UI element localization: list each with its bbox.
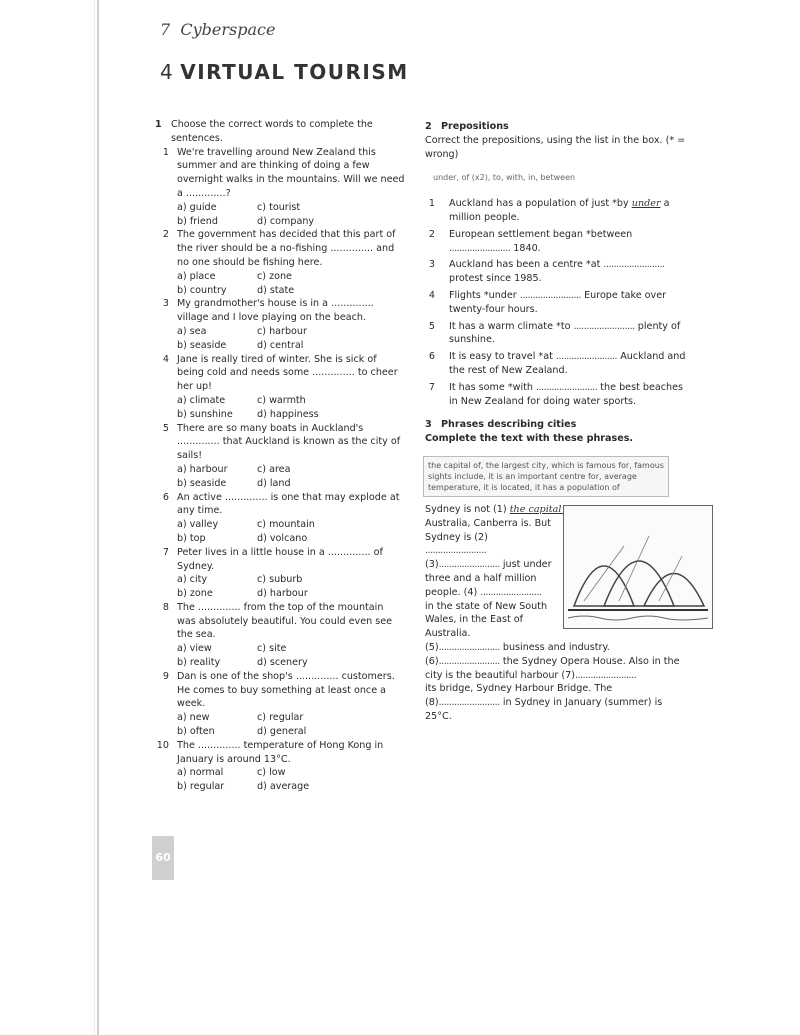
option-b[interactable]: b) seaside xyxy=(177,477,227,489)
exercise-1 xyxy=(155,118,405,794)
option-b[interactable]: b) top xyxy=(177,532,206,544)
exercise-3 xyxy=(425,418,690,723)
option-d[interactable]: d) land xyxy=(257,477,291,489)
option-b[interactable]: b) reality xyxy=(177,657,221,669)
preposition-item xyxy=(425,320,690,348)
item-number: 1 xyxy=(428,198,435,210)
answer-blank[interactable]: ........................ xyxy=(603,259,665,271)
question-item xyxy=(155,297,405,352)
option-b[interactable]: b) zone xyxy=(177,588,213,600)
question-item xyxy=(155,739,405,794)
page-number: 60 xyxy=(152,836,174,880)
binding-line xyxy=(97,0,99,1035)
opera-house-illustration xyxy=(563,505,713,629)
item-number: 7 xyxy=(428,381,435,393)
answer-options xyxy=(177,711,405,739)
question-item xyxy=(155,670,405,739)
preposition-item xyxy=(425,350,690,378)
answer-options xyxy=(177,394,405,422)
option-a[interactable]: a) view xyxy=(177,643,212,655)
item-text: Flights *under xyxy=(449,289,517,301)
item-number: 6 xyxy=(428,351,435,363)
unit-header: 7 Cyberspace xyxy=(160,20,276,39)
option-a[interactable]: a) city xyxy=(177,574,208,586)
option-a[interactable]: a) normal xyxy=(177,767,224,779)
answer-blank[interactable]: ........................ xyxy=(555,351,618,363)
answer-blank[interactable]: ........................ xyxy=(573,320,635,332)
option-a[interactable]: a) valley xyxy=(177,519,219,531)
option-c[interactable]: c) regular xyxy=(257,712,304,724)
option-d[interactable]: d) state xyxy=(257,284,295,296)
question-item xyxy=(155,491,405,546)
preposition-list xyxy=(425,197,690,408)
item-number: 2 xyxy=(428,228,435,240)
sydney-text: Sydney is not (1) the capital of Australia, Canberra is. But Sydney is (2) ........................ (3)........................ just under three and a half million people. (4) ........................ in the state of New South Wales, in the East of Australia. (5)........................ business and industry. (6)........................ the Sydney Opera House. Also in the city is the beautiful harbour (7)........................ its bridge, Sydney Harbour Bridge. The (8)........................ in Sydney in January (summer) is 25°C. xyxy=(425,503,690,724)
question-number: 10 xyxy=(156,739,169,751)
answer-blank[interactable]: ........................ xyxy=(536,381,598,393)
question-text: Jane is really tired of winter. She is sick of being cold and needs some .............. to cheer her up! xyxy=(177,353,398,393)
preposition-item xyxy=(425,381,690,409)
option-c[interactable]: c) zone xyxy=(257,270,292,282)
item-text-end: protest since 1985. xyxy=(449,273,542,285)
question-text: There are so many boats in Auckland's .............. that Auckland is known as the city of sails! xyxy=(177,422,401,462)
exercise-3-heading: 3 Phrases describing cities xyxy=(425,419,577,431)
question-text: The .............. from the top of the mountain was absolutely beautiful. You could even see the sea. xyxy=(177,601,393,641)
question-item xyxy=(155,601,405,670)
option-c[interactable]: c) warmth xyxy=(257,394,306,406)
option-d[interactable]: d) central xyxy=(257,339,304,351)
option-c[interactable]: c) tourist xyxy=(257,201,301,213)
option-c[interactable]: c) suburb xyxy=(257,574,303,586)
question-item xyxy=(155,146,405,229)
question-number: 7 xyxy=(162,546,169,558)
item-text: Auckland has been a centre *at xyxy=(449,259,601,271)
option-b[interactable]: b) country xyxy=(177,284,227,296)
option-a[interactable]: a) new xyxy=(177,712,210,724)
question-number: 6 xyxy=(162,491,169,503)
option-a[interactable]: a) sea xyxy=(177,325,207,337)
item-number: 3 xyxy=(428,259,435,271)
item-number: 4 xyxy=(428,289,435,301)
question-number: 1 xyxy=(162,146,169,158)
question-number: 2 xyxy=(162,229,169,241)
answer-options xyxy=(177,518,405,546)
option-d[interactable]: d) scenery xyxy=(257,657,308,669)
item-text: European settlement began *between xyxy=(449,228,633,240)
question-number: 3 xyxy=(162,298,169,310)
question-number: 8 xyxy=(162,601,169,613)
question-list xyxy=(155,146,405,794)
question-item xyxy=(155,422,405,491)
handwritten-answer: the capital of xyxy=(509,503,574,515)
question-item xyxy=(155,546,405,601)
preposition-item xyxy=(425,197,690,225)
item-text-end: Auckland and the rest of New Zealand. xyxy=(449,351,686,376)
item-text-end: Europe take over twenty-four hours. xyxy=(449,289,667,315)
option-d[interactable]: d) general xyxy=(257,726,307,738)
item-number: 5 xyxy=(428,320,435,332)
question-number: 5 xyxy=(162,422,169,434)
item-text-end: the best beaches in New Zealand for doing water sports. xyxy=(449,381,684,407)
question-item xyxy=(155,228,405,297)
answer-blank[interactable]: ........................ xyxy=(519,289,581,301)
preposition-item xyxy=(425,258,690,286)
answer-blank[interactable]: under xyxy=(631,198,661,210)
item-text: It is easy to travel *at xyxy=(449,351,553,363)
option-b[interactable]: b) seaside xyxy=(177,339,227,351)
option-c[interactable]: c) low xyxy=(257,767,286,779)
preposition-item xyxy=(425,289,690,317)
option-a[interactable]: a) place xyxy=(177,270,216,282)
option-b[interactable]: b) sunshine xyxy=(177,408,233,420)
option-a[interactable]: a) guide xyxy=(177,201,217,213)
question-text: The .............. temperature of Hong Kong in January is around 13°C. xyxy=(177,739,384,765)
phrase-box: the capital of, the largest city, which is famous for, famous sights include, it is an important centre for, average temperature, it is located, it has a population of xyxy=(423,456,669,497)
option-d[interactable]: d) company xyxy=(257,215,315,227)
question-text: My grandmother's house is in a .............. village and I love playing on the beach. xyxy=(177,298,374,324)
exercise-1-heading: 1 Choose the correct words to complete the sentences. xyxy=(155,119,373,144)
exercise-2-heading: 2 Prepositions xyxy=(425,121,509,132)
question-text: The government has decided that this part of the river should be a no-fishing .............. and no one should be fishing here. xyxy=(177,229,396,268)
option-d[interactable]: d) harbour xyxy=(257,588,308,600)
option-a[interactable]: a) harbour xyxy=(177,463,228,475)
answer-options xyxy=(177,270,405,298)
page-title: 4 VIRTUAL TOURISM xyxy=(160,60,409,84)
exercise-2-instruction: Correct the prepositions, using the list in the box. (* = wrong) xyxy=(425,134,686,160)
answer-options xyxy=(177,573,405,601)
question-number: 4 xyxy=(162,353,169,365)
preposition-box: under, of (x2), to, with, in, between xyxy=(433,173,576,183)
answer-options xyxy=(177,201,405,229)
option-c[interactable]: c) site xyxy=(257,643,287,655)
option-c[interactable]: c) mountain xyxy=(257,519,315,531)
exercise-3-instruction: Complete the text with these phrases. xyxy=(425,433,634,445)
answer-options xyxy=(177,642,405,670)
preposition-item xyxy=(425,228,690,256)
question-text: We're travelling around New Zealand this summer and are thinking of doing a few overnight walks in the mountains. Will we need a .............? xyxy=(177,146,405,199)
question-text: Dan is one of the shop's .............. customers. He comes to buy something at least once a week. xyxy=(177,670,395,710)
exercise-2 xyxy=(425,120,690,724)
answer-options xyxy=(177,463,405,491)
option-a[interactable]: a) climate xyxy=(177,394,226,406)
option-c[interactable]: c) harbour xyxy=(257,325,307,337)
item-text-end: plenty of sunshine. xyxy=(449,320,681,346)
option-d[interactable]: d) volcano xyxy=(257,532,308,544)
item-text-end: 1840. xyxy=(513,242,541,254)
option-d[interactable]: d) average xyxy=(257,781,310,793)
item-text-end: a million people. xyxy=(449,198,670,223)
option-d[interactable]: d) happiness xyxy=(257,408,319,420)
answer-blank[interactable]: ........................ xyxy=(449,242,511,254)
option-b[interactable]: b) regular xyxy=(177,781,225,793)
question-text: Peter lives in a little house in a .............. of Sydney. xyxy=(177,546,383,572)
item-text: Auckland has a population of just *by xyxy=(449,198,629,210)
item-text: It has a warm climate *to xyxy=(449,320,571,332)
question-text: An active .............. is one that may explode at any time. xyxy=(177,491,400,517)
question-number: 9 xyxy=(162,670,169,682)
answer-options xyxy=(177,325,405,353)
option-c[interactable]: c) area xyxy=(257,463,291,475)
option-b[interactable]: b) friend xyxy=(177,215,218,227)
item-text: It has some *with xyxy=(449,381,533,393)
scan-edge xyxy=(94,0,95,1035)
option-b[interactable]: b) often xyxy=(177,726,215,738)
answer-options xyxy=(177,766,405,794)
question-item xyxy=(155,353,405,422)
